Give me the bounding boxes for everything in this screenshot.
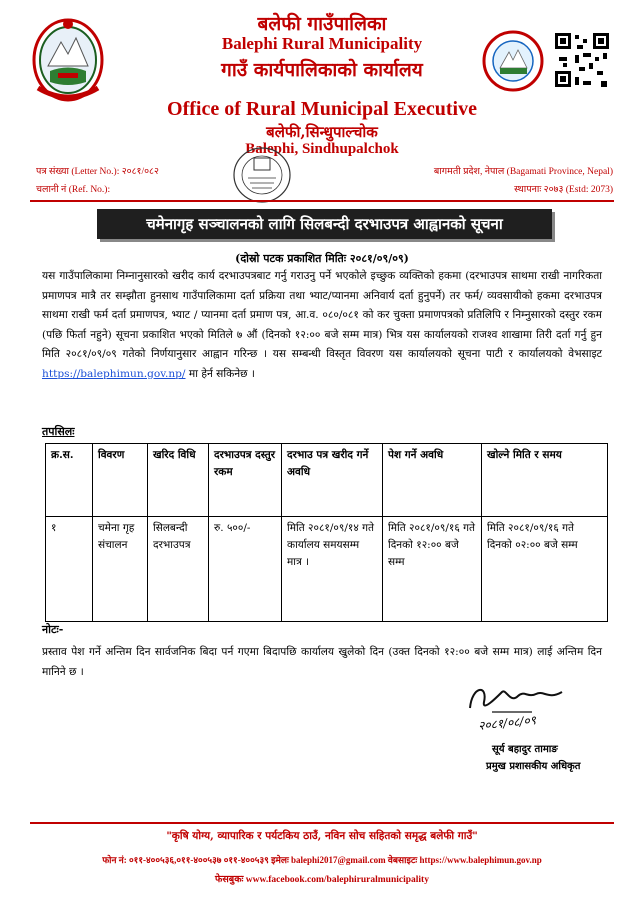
table-row xyxy=(46,517,608,622)
office-name-en: Office of Rural Municipal Executive xyxy=(167,98,477,120)
address-np: बलेफी,सिन्धुपाल्चोक xyxy=(266,123,378,141)
province-label: बागमती प्रदेश, नेपाल (Bagamati Province, Nepal) xyxy=(433,167,613,177)
note-text: प्रस्ताव पेश गर्ने अन्तिम दिन सार्वजनिक बिदा पर्न गएमा बिदापछि कार्यालय खुलेको दिन (उक्त दिनको १२:०० बजे सम्म मात्र) लाई अन्तिम दिन मानिने छ । xyxy=(42,646,602,678)
header-divider xyxy=(30,200,614,202)
details-table xyxy=(45,443,608,622)
details-label: तपसिलः xyxy=(42,425,75,438)
municipality-name-np: बलेफी गाउँपालिका xyxy=(257,13,387,35)
col-header: खरिद विधि xyxy=(148,444,209,517)
footer-divider xyxy=(30,822,614,824)
col-header: पेश गर्ने अवधि xyxy=(383,444,482,517)
publication-date: (दोस्रो पटक प्रकाशित मितिः २०८१/०९/०९) xyxy=(235,252,409,265)
col-header: खोल्ने मिति र समय xyxy=(482,444,608,517)
reference-number: चलानी नं (Ref. No.): xyxy=(36,185,111,195)
municipality-seal-icon xyxy=(482,30,544,92)
table-cell: चमेना गृह संचालन xyxy=(93,517,148,622)
table-header-row xyxy=(46,444,608,517)
office-stamp-icon xyxy=(232,146,292,204)
table-cell: सिलबन्दी दरभाउपत्र xyxy=(148,517,209,622)
established-label: स्थापनाः २०७३ (Estd: 2073) xyxy=(514,185,613,195)
footer-facebook: फेसबुकः www.facebook.com/balephiruralmunicipality xyxy=(215,875,429,885)
col-header: दरभाउपत्र दस्तुर रकम xyxy=(209,444,282,517)
office-name-np: गाउँ कार्यपालिकाको कार्यालय xyxy=(221,59,423,81)
footer-slogan: "कृषि योग्य, व्यापारिक र पर्यटकिय ठाउँ, नविन सोच सहितको समृद्ध बलेफी गाउँ" xyxy=(166,830,478,842)
address-en: Balephi, Sindhupalchok xyxy=(245,141,399,157)
website-link[interactable]: https://balephimun.gov.np/ xyxy=(42,367,186,380)
municipality-name-en: Balephi Rural Municipality xyxy=(221,34,423,53)
table-cell: रु. ५००/- xyxy=(209,517,282,622)
signatory-name: सूर्य बहादुर तामाङ xyxy=(492,744,558,755)
nepal-emblem-icon xyxy=(28,16,108,106)
table-cell: १ xyxy=(46,517,93,622)
letter-number: पत्र संख्या (Letter No.): २०८१/०८२ xyxy=(36,167,159,177)
notice-body xyxy=(42,267,602,384)
col-header: क्र.स. xyxy=(46,444,93,517)
table-cell: मिति २०८१/०९/१६ गते दिनको १२:०० बजे सम्म xyxy=(383,517,482,622)
qr-code-icon xyxy=(553,31,611,89)
table-cell: मिति २०८१/०९/१६ गते दिनको ०२:०० बजे सम्म xyxy=(482,517,608,622)
notice-body-part2: मा हेर्न सकिनेछ । xyxy=(185,367,255,380)
signatory-designation: प्रमुख प्रशासकीय अधिकृत xyxy=(486,761,581,772)
signature-date: २०८१/०८/०९ xyxy=(477,713,537,733)
note-label: नोटः- xyxy=(42,623,64,636)
table-cell: मिति २०८१/०९/१४ गते कार्यालय समयसम्म मात्र । xyxy=(282,517,383,622)
notice-title: चमेनागृह सञ्चालनको लागि सिलबन्दी दरभाउपत्र आह्वानको सूचना xyxy=(97,209,552,239)
footer-contact: फोन नं: ०११-४००५३६,०११-४००५३७ ०११-४००५३९ इमेलः balephi2017@gmail.com वेबसाइटः https://www.balephimun.gov.np xyxy=(102,855,542,865)
notice-body-part1: यस गाउँपालिकामा निम्नानुसारको खरीद कार्य दरभाउपत्रबाट गर्नु गराउनु पर्ने भएकोले इच्छुक व्यक्तिको हकमा (दरभाउपत्र साथमा राखी नागरिकता प्रमाणपत्र मात्रै तर सम्झौता हुनसाथ गाउँपालिकामा दर्ता प्रक्रिया तथा भ्याट/प्यानमा अनिवार्य दर्ता हुनुपर्ने) तर फर्म/ व्यवसायीको हकमा दरभाउपत्र साथमा राखी फर्म दर्ता प्रमाणपत्र, भ्याट / प्यानमा दर्ता प्रमाण पत्र, आ.व. ०८०/०८१ को कर चुक्ता प्रमाणपत्रको प्रतिलिपि र निम्नुसारको दस्तुर रकम (पछि फिर्ता नहुने) सूचना प्रकाशित भएको मितिले ७ औं (दिनको १२:०० बजे सम्म मात्र) भित्र यस कार्यालयको राजश्व शाखामा तिरी दर्ता गर्नु हुन मिति २०८१/०९/०९ गतेको निर्णयानुसार आह्वान गरिन्छ । यस सम्बन्धी विस्तृत विवरण यस कार्यालयको सूचना पाटी र कार्यालयको वेभसाइट xyxy=(42,270,602,360)
col-header: विवरण xyxy=(93,444,148,517)
col-header: दरभाउ पत्र खरीद गर्ने अवधि xyxy=(282,444,383,517)
